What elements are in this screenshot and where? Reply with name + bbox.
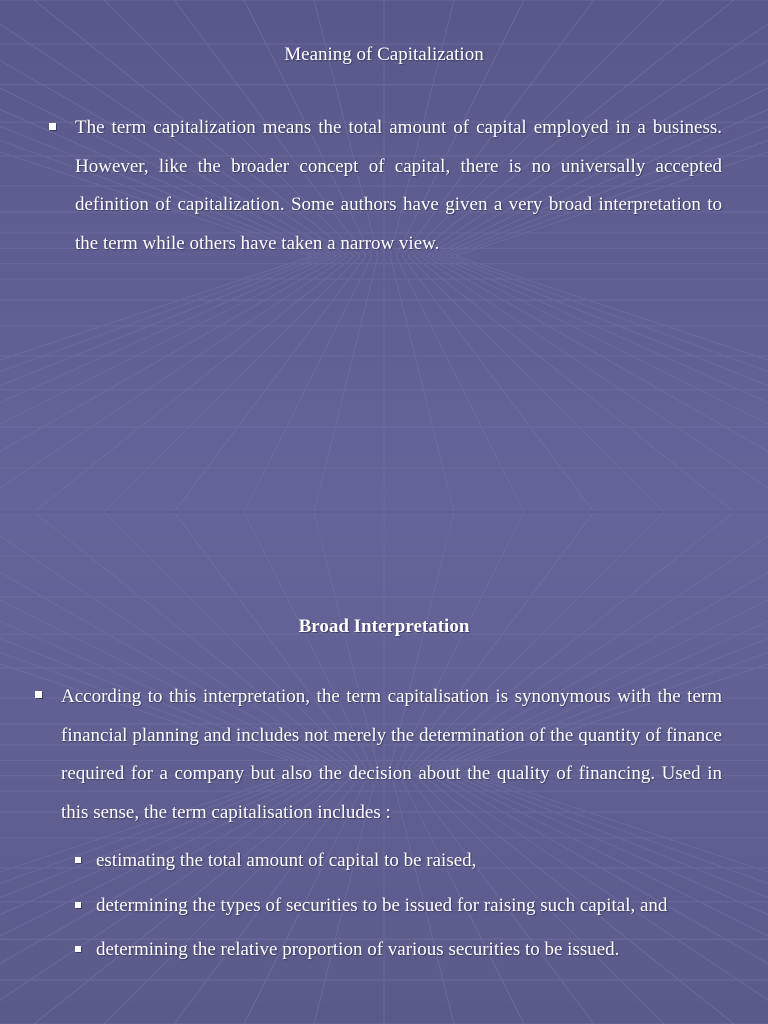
list-item-text: determining the relative proportion of various securities to be issued. bbox=[96, 939, 620, 960]
square-bullet-icon bbox=[75, 857, 81, 863]
square-bullet-icon bbox=[75, 946, 81, 952]
list-item bbox=[75, 842, 723, 881]
square-bullet-icon bbox=[35, 691, 42, 698]
list-item bbox=[75, 931, 723, 970]
slide-title: Broad Interpretation bbox=[298, 616, 470, 637]
list-item bbox=[75, 887, 723, 926]
square-bullet-icon bbox=[75, 902, 81, 908]
sub-bullet-list bbox=[75, 842, 723, 976]
square-bullet-icon bbox=[49, 123, 56, 130]
slide-title: Meaning of Capitalization bbox=[284, 44, 484, 65]
slide-broad-interpretation bbox=[0, 512, 768, 1024]
slide-paragraph: According to this interpretation, the term capitalisation is synonymous with the term financial planning and includes not merely the determination of the quantity of finance required for a company but also the decision about the quality of financing. Used in this sense, the term capitalisation includes : bbox=[61, 686, 722, 823]
list-item-text: determining the types of securities to be issued for raising such capital, and bbox=[96, 894, 668, 916]
list-item-text: estimating the total amount of capital to be raised, bbox=[96, 850, 477, 871]
slide-paragraph: The term capitalization means the total amount of capital employed in a business. However, like the broader concept of capital, there is no universally accepted definition of capitalization. Some authors have given a very broad interpretation to the term while others have taken a narrow view. bbox=[75, 117, 722, 254]
